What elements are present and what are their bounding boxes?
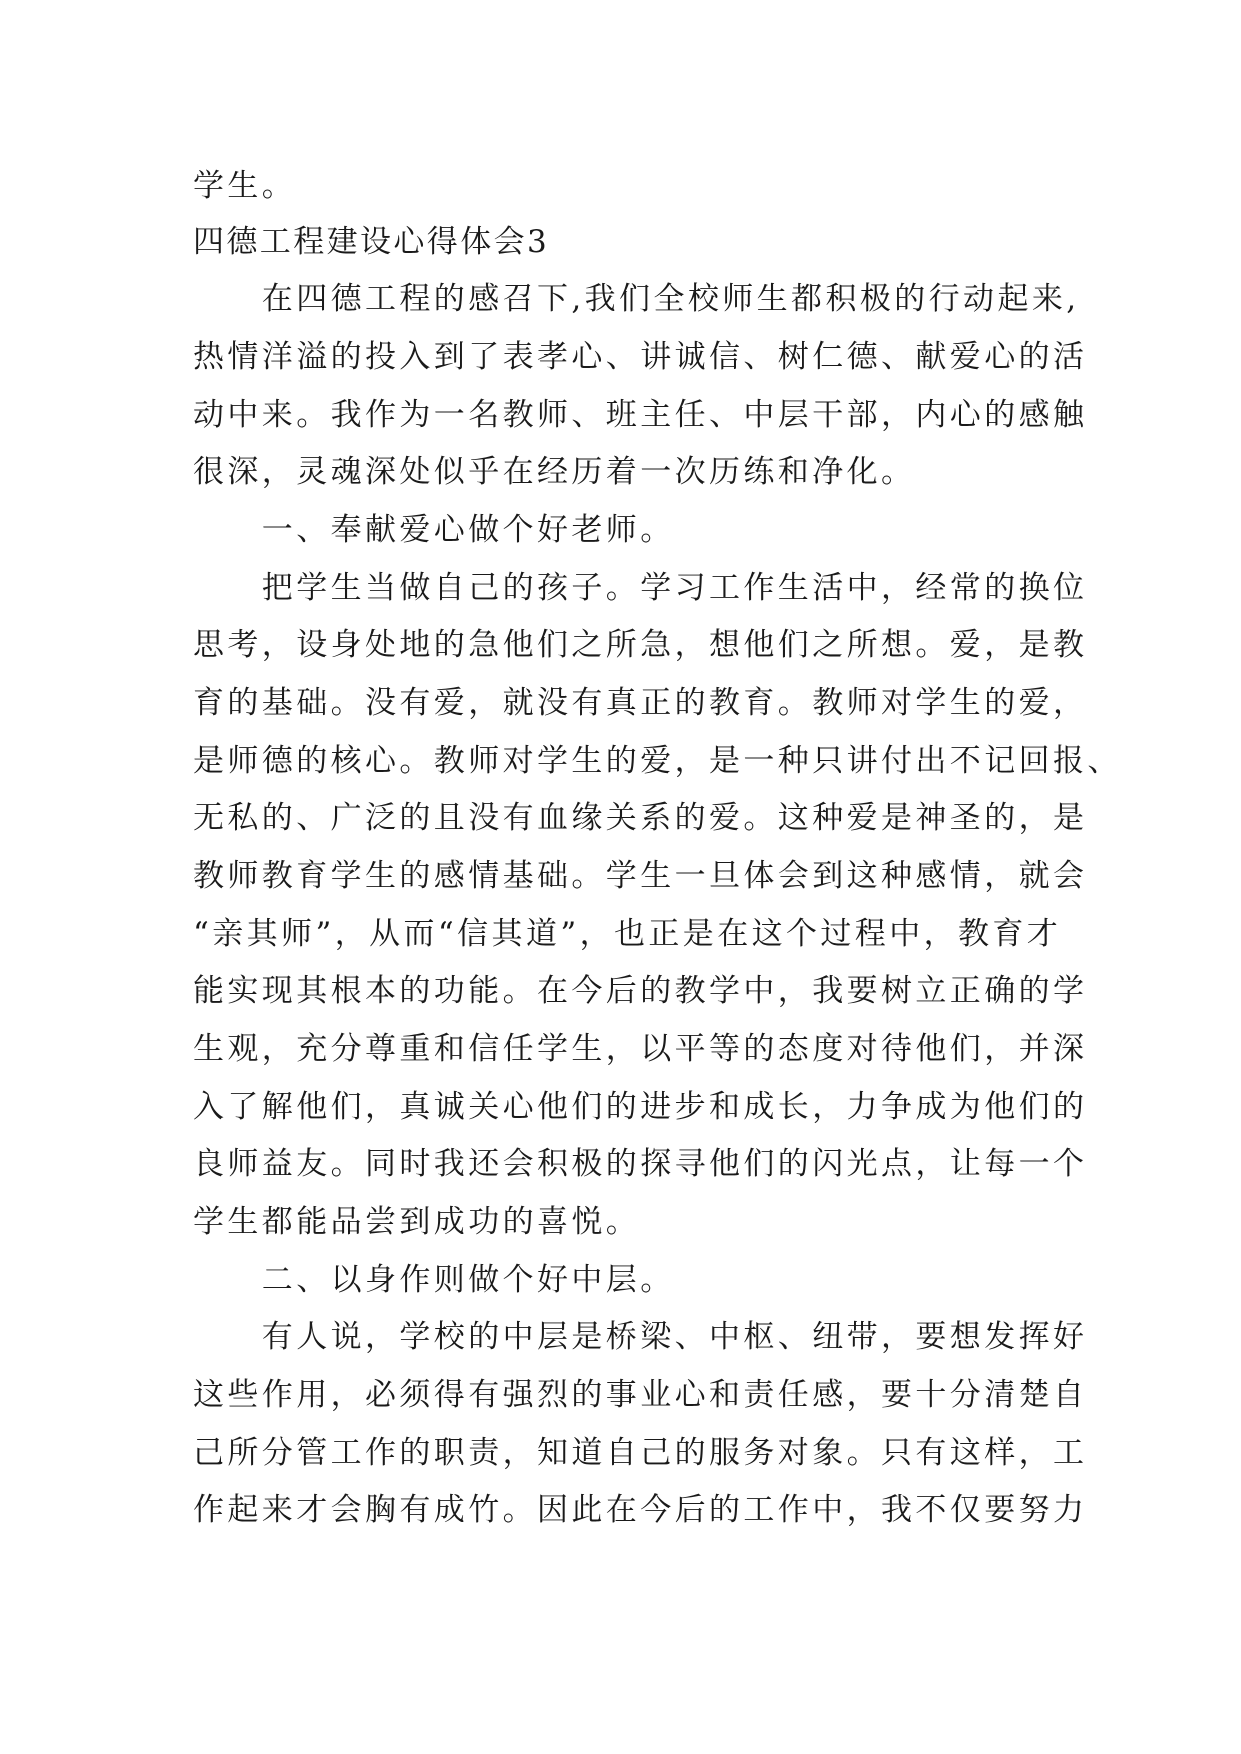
text-line-8: 把学生当做自己的孩子。学习工作生活中，经常的换位 [193, 570, 1088, 606]
text-line-24: 作起来才会胸有成竹。因此在今后的工作中，我不仅要努力 [193, 1492, 1088, 1528]
text-line-16: 生观，充分尊重和信任学生，以平等的态度对待他们，并深 [193, 1031, 1088, 1067]
text-line-13: 教师教育学生的感情基础。学生一旦体会到这种感情，就会 [193, 858, 1088, 894]
subheading-1: 一、奉献爱心做个好老师。 [193, 512, 675, 548]
text-line-3: 在四德工程的感召下,我们全校师生都积极的行动起来, [193, 281, 1080, 317]
text-line-22: 这些作用，必须得有强烈的事业心和责任感，要十分清楚自 [193, 1377, 1088, 1413]
text-line-5: 动中来。我作为一名教师、班主任、中层干部，内心的感触 [193, 397, 1088, 433]
text-line-9: 思考，设身处地的急他们之所急，想他们之所想。爱，是教 [193, 627, 1088, 663]
text-line-19: 学生都能品尝到成功的喜悦。 [193, 1204, 641, 1240]
text-line-14: “亲其师”，从而“信其道”，也正是在这个过程中，教育才 [193, 916, 1062, 952]
text-line-4: 热情洋溢的投入到了表孝心、讲诚信、树仁德、献爱心的活 [193, 339, 1088, 375]
section-title: 四德工程建设心得体会3 [193, 224, 550, 260]
text-line-17: 入了解他们，真诚关心他们的进步和成长，力争成为他们的 [193, 1089, 1088, 1125]
text-line-6: 很深，灵魂深处似乎在经历着一次历练和净化。 [193, 454, 916, 490]
text-line-23: 己所分管工作的职责，知道自己的服务对象。只有这样，工 [193, 1435, 1088, 1471]
text-line-21: 有人说，学校的中层是桥梁、中枢、纽带，要想发挥好 [193, 1319, 1088, 1355]
text-line-11: 是师德的核心。教师对学生的爱，是一种只讲付出不记回报、 [193, 743, 1122, 779]
text-line-10: 育的基础。没有爱，就没有真正的教育。教师对学生的爱， [193, 685, 1088, 721]
subheading-2: 二、以身作则做个好中层。 [193, 1262, 675, 1298]
text-line-18: 良师益友。同时我还会积极的探寻他们的闪光点，让每一个 [193, 1146, 1088, 1182]
text-line-12: 无私的、广泛的且没有血缘关系的爱。这种爱是神圣的，是 [193, 800, 1088, 836]
text-line-1: 学生。 [193, 168, 297, 204]
text-line-15: 能实现其根本的功能。在今后的教学中，我要树立正确的学 [193, 973, 1088, 1009]
